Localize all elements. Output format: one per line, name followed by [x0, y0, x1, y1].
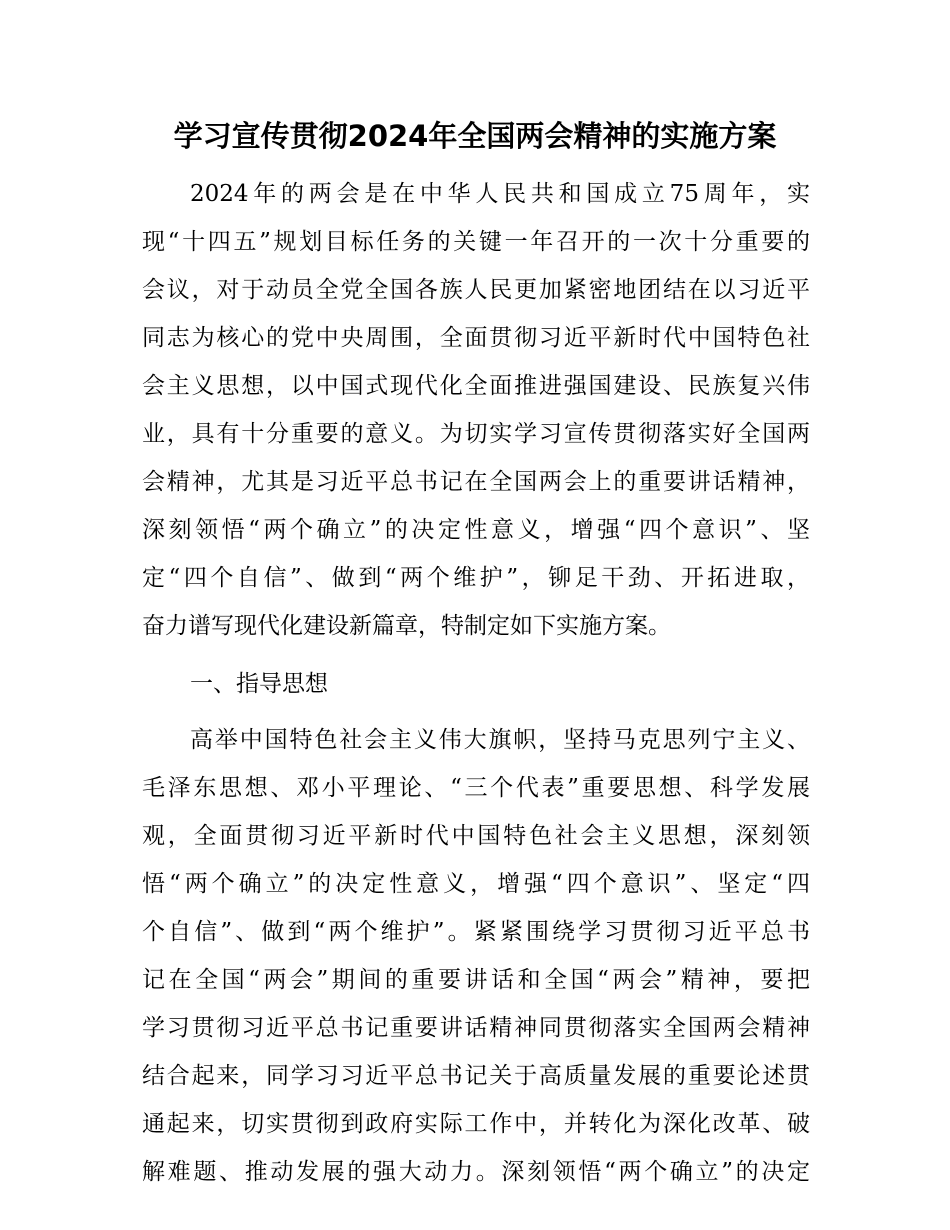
- section-heading: 一、指导思想: [190, 671, 328, 697]
- section-line: 解难题、推动发展的强大动力。深刻领悟“两个确立”的决定: [142, 1159, 810, 1185]
- section-line: 结合起来，同学习习近平总书记关于高质量发展的重要论述贯: [142, 1063, 810, 1089]
- intro-line: 同志为核心的党中央周围，全面贯彻习近平新时代中国特色社: [142, 325, 810, 351]
- section-line: 学习贯彻习近平总书记重要讲话精神同贯彻落实全国两会精神: [142, 1015, 810, 1041]
- intro-line: 业，具有十分重要的意义。为切实学习宣传贯彻落实好全国两: [142, 421, 810, 447]
- section-line: 毛泽东思想、邓小平理论、“三个代表”重要思想、科学发展: [142, 775, 810, 801]
- section-line: 高举中国特色社会主义伟大旗帜，坚持马克思列宁主义、: [190, 727, 810, 753]
- intro-line: 会议，对于动员全党全国各族人民更加紧密地团结在以习近平: [142, 277, 810, 303]
- section-line: 个自信”、做到“两个维护”。紧紧围绕学习贯彻习近平总书: [142, 919, 810, 945]
- section-line: 悟“两个确立”的决定性意义，增强“四个意识”、坚定“四: [142, 871, 810, 897]
- document-title: 学习宣传贯彻2024年全国两会精神的实施方案: [173, 119, 777, 153]
- intro-line: 现“十四五”规划目标任务的关键一年召开的一次十分重要的: [142, 229, 810, 255]
- intro-line: 深刻领悟“两个确立”的决定性意义，增强“四个意识”、坚: [142, 517, 810, 543]
- intro-line: 会精神，尤其是习近平总书记在全国两会上的重要讲话精神，: [142, 469, 810, 495]
- intro-line: 奋力谱写现代化建设新篇章，特制定如下实施方案。: [142, 613, 671, 639]
- section-line: 通起来，切实贯彻到政府实际工作中，并转化为深化改革、破: [142, 1111, 810, 1137]
- intro-line: 定“四个自信”、做到“两个维护”，铆足干劲、开拓进取，: [142, 565, 810, 591]
- section-line: 观，全面贯彻习近平新时代中国特色社会主义思想，深刻领: [142, 823, 810, 849]
- section-line: 记在全国“两会”期间的重要讲话和全国“两会”精神，要把: [142, 967, 810, 993]
- intro-line: 会主义思想，以中国式现代化全面推进强国建设、民族复兴伟: [142, 373, 810, 399]
- intro-line: 2024年的两会是在中华人民共和国成立75周年，实: [190, 181, 810, 207]
